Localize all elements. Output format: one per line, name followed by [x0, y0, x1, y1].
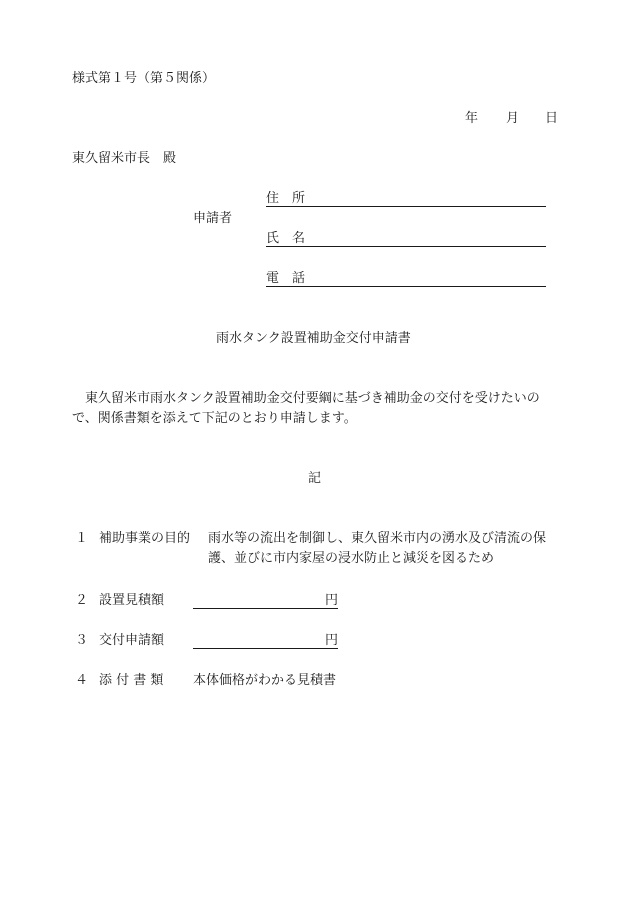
item-label: 設置見積額	[99, 593, 165, 608]
yen-unit: 円	[325, 593, 339, 608]
requested-amount-field-line[interactable]	[193, 648, 338, 649]
item-content: 本体価格がわかる見積書	[193, 673, 337, 688]
name-label: 氏 名	[266, 231, 306, 246]
address-label: 住 所	[266, 191, 306, 206]
item-label: 添 付 書 類	[99, 673, 164, 688]
item-number: ２	[75, 593, 89, 608]
phone-field-line[interactable]	[266, 286, 546, 287]
yen-unit: 円	[325, 633, 339, 648]
document-title: 雨水タンク設置補助金交付申請書	[216, 331, 411, 346]
address-field-line[interactable]	[266, 206, 546, 207]
ki-marker: 記	[308, 471, 322, 486]
form-number: 様式第１号（第５関係）	[72, 71, 216, 86]
body-line-2: で、関係書類を添えて下記のとおり申請します。	[72, 411, 357, 426]
body-line-1: 東久留米市雨水タンク設置補助金交付要綱に基づき補助金の交付を受けたいの	[72, 391, 540, 406]
item-number: １	[75, 531, 89, 546]
item-label: 交付申請額	[99, 633, 165, 648]
date-year-label: 年	[465, 111, 479, 126]
date-day-label: 日	[545, 111, 559, 126]
applicant-label: 申請者	[193, 211, 233, 226]
item-number: ４	[75, 673, 89, 688]
estimate-amount-field-line[interactable]	[193, 608, 338, 609]
item-label: 補助事業の目的	[99, 531, 191, 546]
item-content-line-2: 護、並びに市内家屋の浸水防止と減災を図るため	[208, 551, 495, 566]
phone-label: 電 話	[266, 271, 306, 286]
date-month-label: 月	[506, 111, 520, 126]
item-content-line-1: 雨水等の流出を制御し、東久留米市内の湧水及び清流の保	[208, 531, 547, 546]
name-field-line[interactable]	[266, 246, 546, 247]
item-number: ３	[75, 633, 89, 648]
addressee: 東久留米市長 殿	[72, 151, 177, 166]
